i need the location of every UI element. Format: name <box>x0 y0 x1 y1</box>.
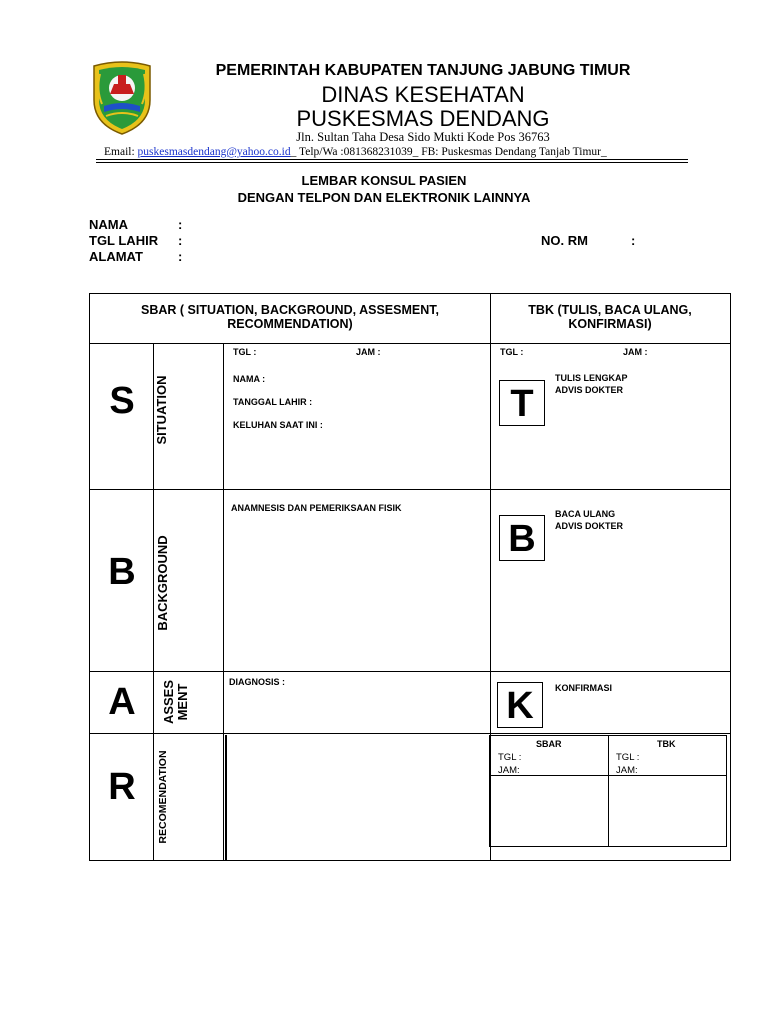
tbk-header: TBK (TULIS, BACA ULANG, KONFIRMASI) <box>528 303 692 331</box>
a-content: DIAGNOSIS : <box>229 677 286 687</box>
department-name: DINAS KESEHATAN <box>321 82 525 107</box>
address-line: Jln. Sultan Taha Desa Sido Mukti Kode Pos 36763 <box>296 130 550 144</box>
sign-tbk-header: TBK <box>657 739 676 749</box>
column-divider-bold <box>225 735 227 860</box>
t-letter-box: T <box>499 380 545 426</box>
address-label: ALAMAT <box>89 249 143 264</box>
sign-sbar-tgl: TGL : <box>498 752 522 763</box>
sign-sbar-header: SBAR <box>536 739 562 749</box>
sign-col-divider <box>608 736 609 846</box>
sign-sbar-jam: JAM: <box>498 765 520 776</box>
s-nama: NAMA : <box>233 374 266 384</box>
row-divider <box>90 671 730 672</box>
email-link[interactable]: puskesmasdendang@yahoo.co.id <box>137 146 291 158</box>
b-letter: B <box>108 551 136 593</box>
header-divider-2 <box>96 162 688 163</box>
name-colon: : <box>178 217 183 232</box>
sign-table <box>489 735 727 847</box>
sign-tbk-jam: JAM: <box>616 765 638 776</box>
s-keluhan: KELUHAN SAAT INI : <box>233 420 323 430</box>
s-tanggal-lahir: TANGGAL LAHIR : <box>233 397 313 407</box>
form-subtitle: DENGAN TELPON DAN ELEKTRONIK LAINNYA <box>237 190 531 205</box>
s-tgl: TGL : <box>233 347 257 357</box>
email-label: Email: <box>104 146 138 158</box>
recommendation-label: RECOMENDATION <box>157 750 169 844</box>
dob-label: TGL LAHIR <box>89 233 159 248</box>
column-divider <box>223 343 224 860</box>
b2-line1: BACA ULANG <box>555 509 616 519</box>
rm-colon: : <box>631 233 636 248</box>
form-title: LEMBAR KONSUL PASIEN <box>301 173 467 188</box>
row-divider <box>90 343 730 344</box>
k-text: KONFIRMASI <box>555 683 612 693</box>
sbar-tbk-table <box>89 293 731 861</box>
r-letter: R <box>108 766 136 808</box>
k-letter-box: K <box>497 682 543 728</box>
background-label: BACKGROUND <box>155 535 170 631</box>
puskesmas-name: PUSKESMAS DENDANG <box>296 106 550 131</box>
t-tgl: TGL : <box>500 347 524 357</box>
row-divider <box>90 733 730 734</box>
contact-line <box>104 146 684 158</box>
a-letter: A <box>108 681 136 723</box>
t-line1: TULIS LENGKAP <box>555 373 628 383</box>
b-content: ANAMNESIS DAN PEMERIKSAAN FISIK <box>231 503 402 513</box>
sign-tbk-tgl: TGL : <box>616 752 640 763</box>
dob-colon: : <box>178 233 183 248</box>
government-name: PEMERINTAH KABUPATEN TANJUNG JABUNG TIMUR <box>215 62 631 79</box>
assessment-label-2: MENT <box>175 683 190 721</box>
s-jam: JAM : <box>356 347 381 357</box>
s-letter: S <box>109 380 135 422</box>
t-line2: ADVIS DOKTER <box>555 385 624 395</box>
rm-label: NO. RM <box>541 233 588 248</box>
row-divider <box>90 489 730 490</box>
sbar-header: SBAR ( SITUATION, BACKGROUND, ASSESMENT, RECOMMENDATION) <box>141 303 439 331</box>
name-label: NAMA <box>89 217 128 232</box>
t-jam: JAM : <box>623 347 648 357</box>
b2-line2: ADVIS DOKTER <box>555 521 624 531</box>
regency-emblem-logo <box>90 60 154 136</box>
header-divider <box>96 159 688 160</box>
situation-label: SITUATION <box>154 375 169 445</box>
assessment-label-1: ASSES <box>161 679 176 725</box>
phone-fb-text: _ Telp/Wa :081368231039_ FB: Puskesmas Dendang Tanjab Timur_ <box>290 146 607 158</box>
b2-letter-box: B <box>499 515 545 561</box>
address-colon: : <box>178 249 183 264</box>
